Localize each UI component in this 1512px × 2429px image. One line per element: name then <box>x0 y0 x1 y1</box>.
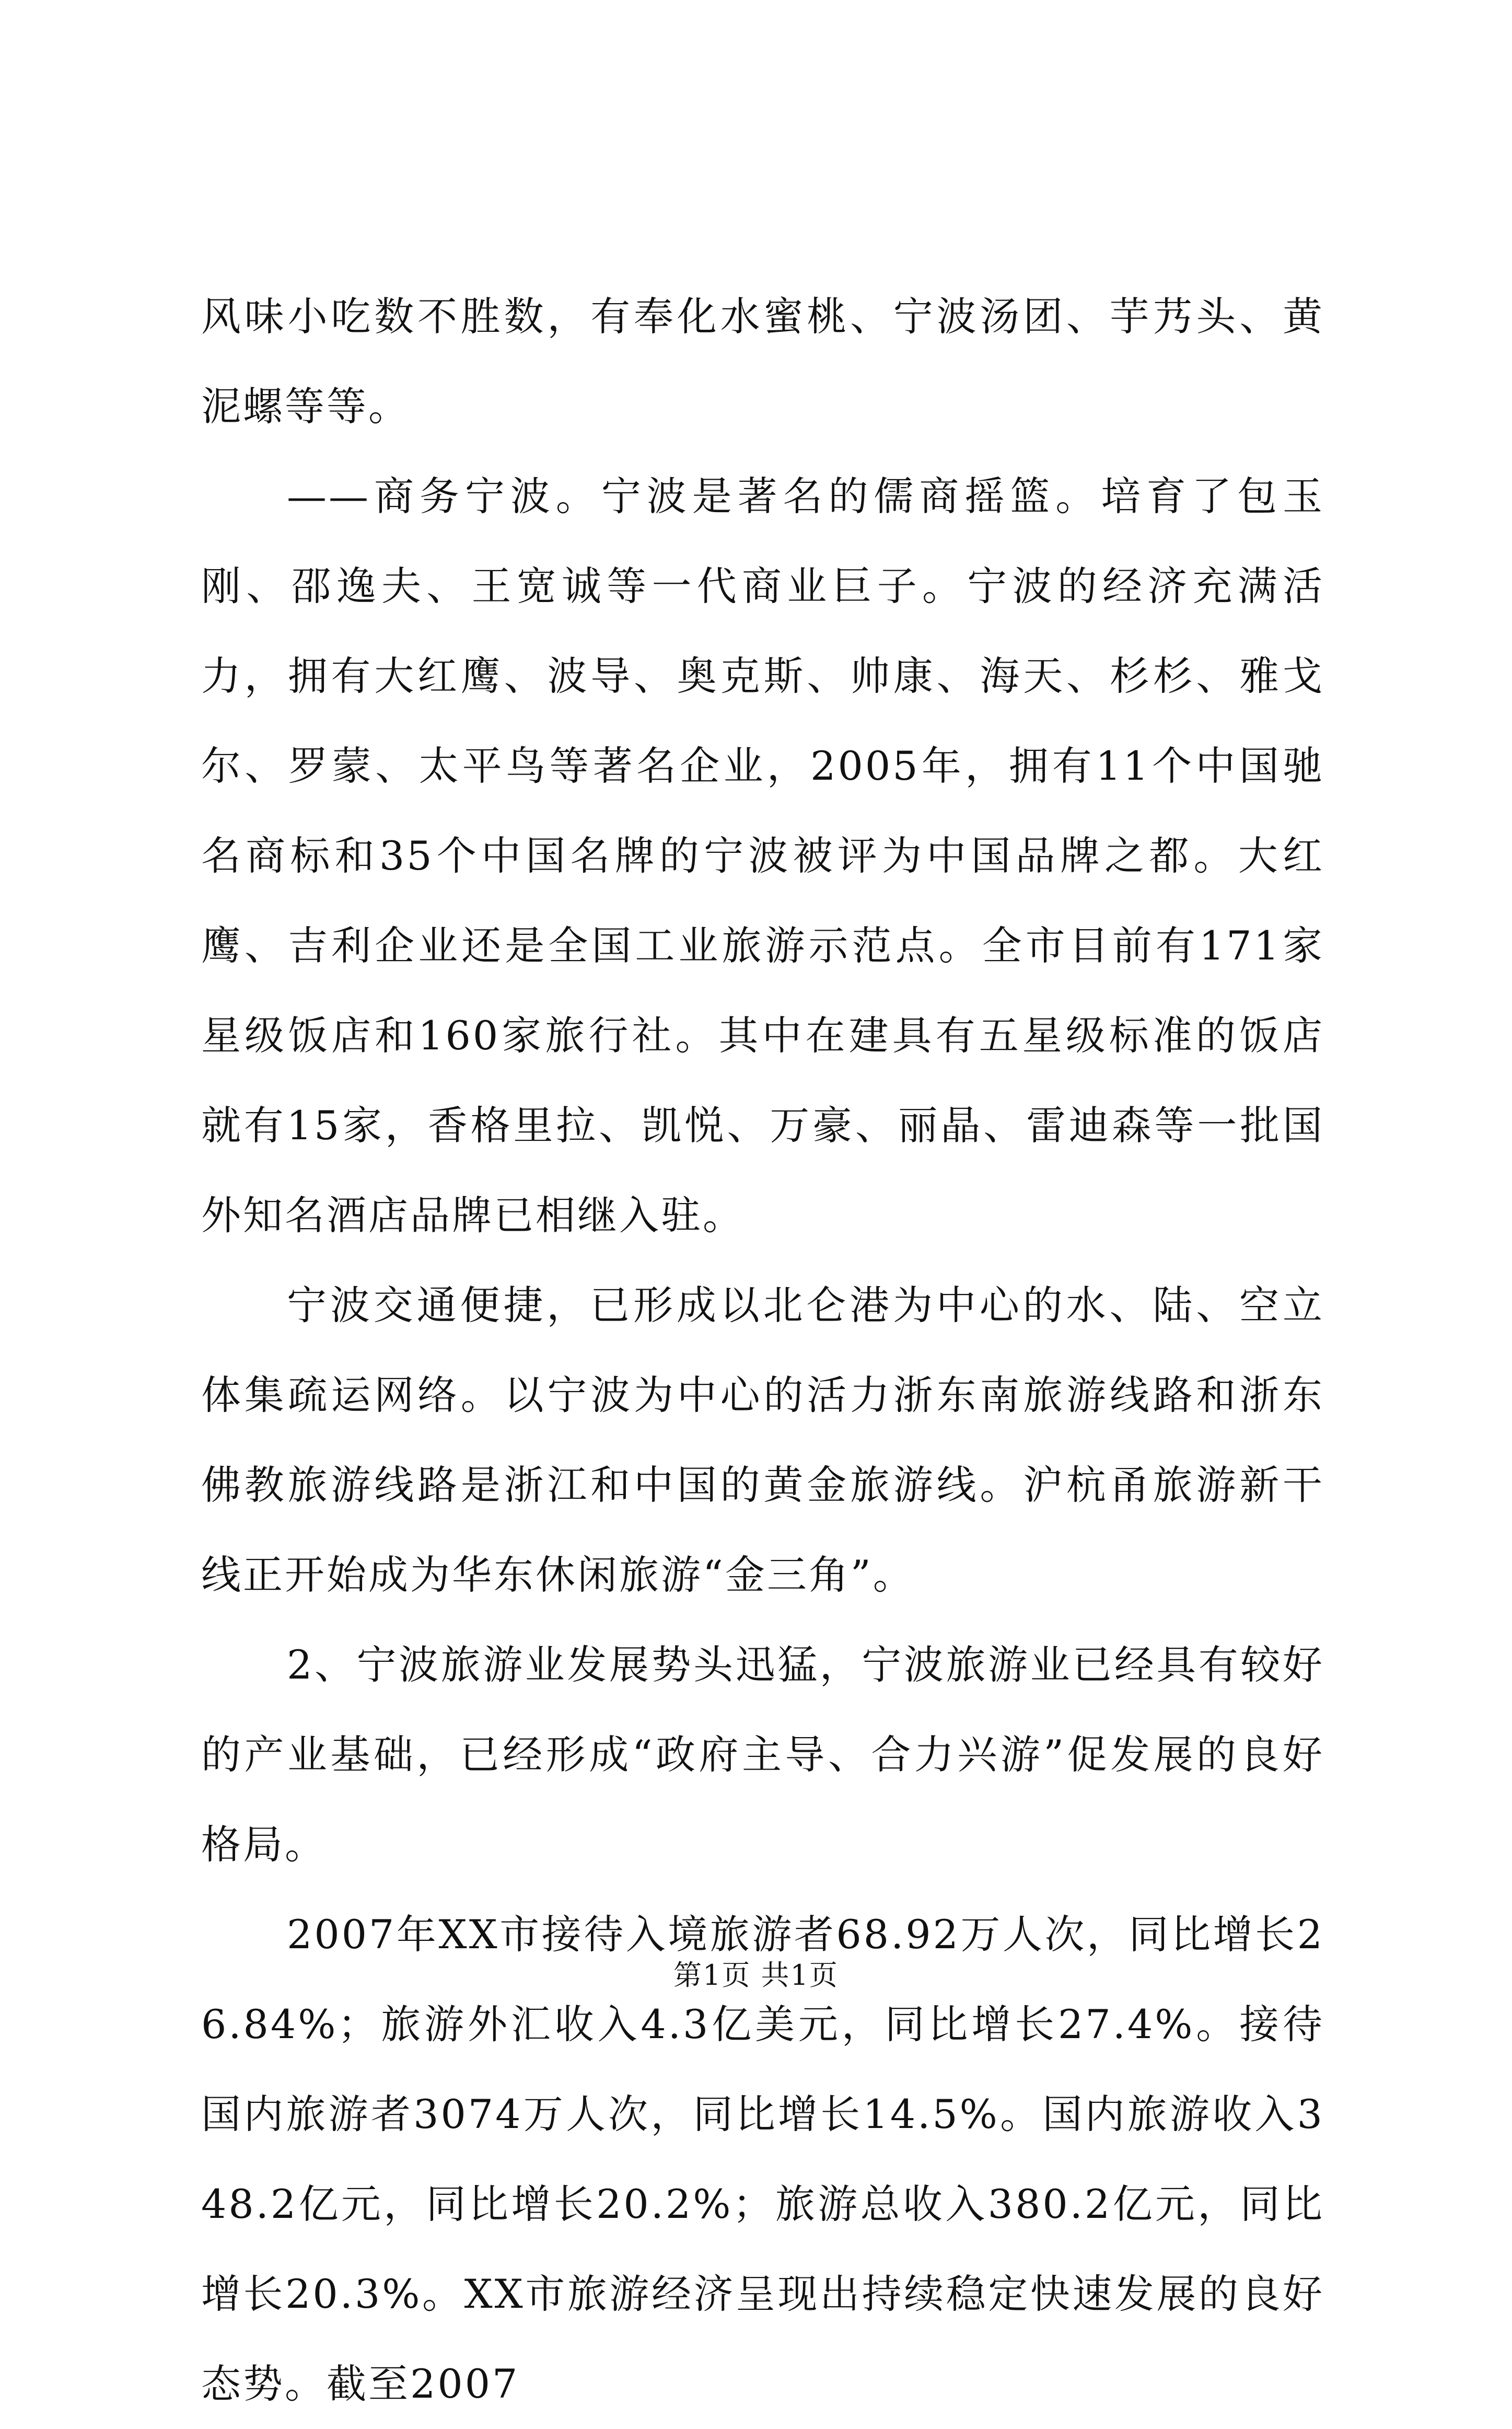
page-footer: 第1页 共1页 <box>673 1959 839 1992</box>
paragraph-1: 风味小吃数不胜数，有奉化水蜜桃、宁波汤团、芋艿头、黄泥螺等等。 <box>201 293 1324 430</box>
document-body <box>201 272 1324 2429</box>
paragraph-2: ——商务宁波。宁波是著名的儒商摇篮。培育了包玉刚、邵逸夫、王宽诚等一代商业巨子。宁波的经济充满活力，拥有大红鹰、波导、奥克斯、帅康、海天、杉杉、雅戈尔、罗蒙、太平鸟等著名企业，2005年，拥有11个中国驰名商标和35个中国名牌的宁波被评为中国品牌之都。大红鹰、吉利企业还是全国工业旅游示范点。全市目前有171家星级饭店和160家旅行社。其中在建具有五星级标准的饭店就有15家，香格里拉、凯悦、万豪、丽晶、雷迪森等一批国外知名酒店品牌已相继入驻。 <box>201 473 1324 1239</box>
paragraph-4: 2、宁波旅游业发展势头迅猛，宁波旅游业已经具有较好的产业基础，已经形成“政府主导、合力兴游”促发展的良好格局。 <box>201 1641 1324 1868</box>
paragraph-3: 宁波交通便捷，已形成以北仑港为中心的水、陆、空立体集疏运网络。以宁波为中心的活力浙东南旅游线路和浙东佛教旅游线路是浙江和中国的黄金旅游线。沪杭甬旅游新干线正开始成为华东休闲旅游“金三角”。 <box>201 1282 1324 1598</box>
paragraph-5: 2007年XX市接待入境旅游者68.92万人次，同比增长26.84%；旅游外汇收入4.3亿美元，同比增长27.4%。接待国内旅游者3074万人次，同比增长14.5%。国内旅游收入348.2亿元，同比增长20.2%；旅游总收入380.2亿元，同比增长20.3%。XX市旅游经济呈现出持续稳定快速发展的良好态势。截至2007 <box>201 1911 1324 2407</box>
